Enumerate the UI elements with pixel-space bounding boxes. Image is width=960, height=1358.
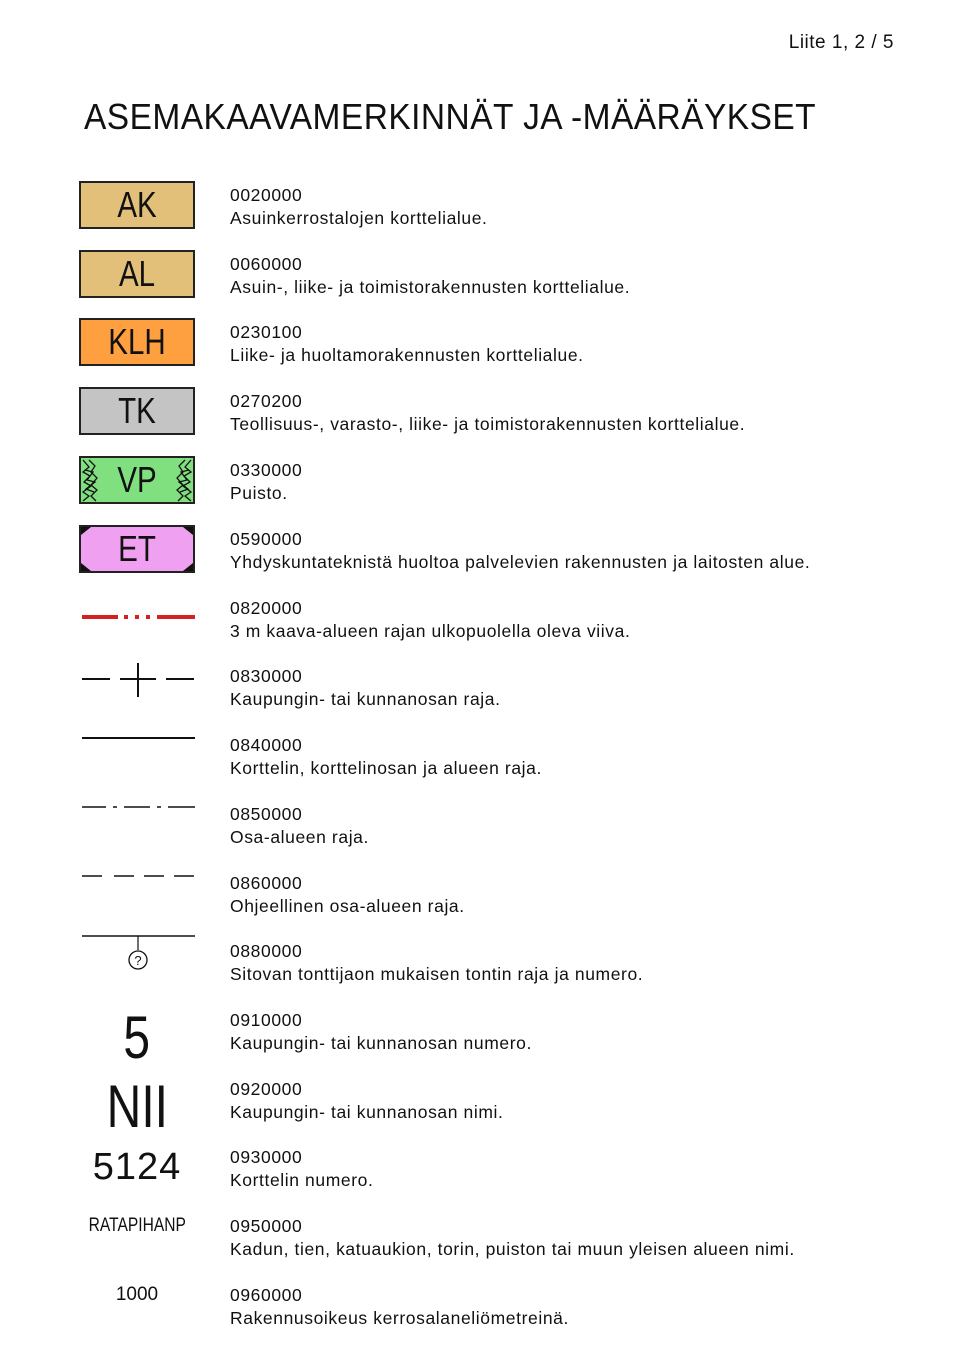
dashed-line-icon [78,850,196,900]
legend-code: 0920000 [230,1079,303,1099]
legend-code: 0930000 [230,1147,303,1167]
zone-box-et: ET [79,525,195,573]
symbol-text: 5124 [92,1145,182,1188]
legend-code: 0850000 [230,804,303,824]
legend-code: 0330000 [230,460,303,480]
zone-box-al: AL [79,250,195,298]
legend-description: Korttelin, korttelinosan ja alueen raja. [230,758,542,778]
legend-description: Rakennusoikeus kerrosalaneliömetreinä. [230,1308,569,1328]
zone-box-klh: KLH [79,318,195,366]
legend-code: 0820000 [230,598,303,618]
legend-symbol [78,180,196,230]
legend-description: Ohjeellinen osa-alueen raja. [230,896,465,916]
symbol-text: NII [106,1073,168,1140]
legend-code: 0910000 [230,1010,303,1030]
legend-code: 0880000 [230,941,303,961]
legend-description: Kaupungin- tai kunnanosan numero. [230,1033,532,1053]
solid-line-icon [78,712,196,762]
legend-symbol [78,1270,196,1320]
legend-description: Sitovan tonttijaon mukaisen tontin raja ja numero. [230,964,644,984]
legend-symbol [78,1004,196,1071]
legend-symbol [78,386,196,436]
legend-symbol [78,317,196,367]
zone-box-ak: AK [79,181,195,229]
symbol-text: 5 [123,1004,151,1071]
legend-code: 0860000 [230,873,303,893]
legend-symbol [78,524,196,574]
legend-description: Liike- ja huoltamorakennusten korttelialue. [230,345,584,365]
legend-symbol [78,661,196,711]
legend-symbol [78,249,196,299]
legend-symbol [78,1142,196,1192]
legend-description: Asuin-, liike- ja toimistorakennusten korttelialue. [230,277,631,297]
legend-symbol [78,712,196,762]
symbol-text: RATAPIHANP [88,1215,186,1236]
legend-symbol [78,850,196,900]
legend-symbol [78,593,196,643]
legend-symbol [78,1201,196,1251]
page-title: ASEMAKAAVAMERKINNÄT JA -MÄÄRÄYKSET [84,96,817,137]
legend-symbol [78,455,196,505]
legend-description: Puisto. [230,483,288,503]
legend-description: Teollisuus-, varasto-, liike- ja toimistorakennusten korttelialue. [230,414,746,434]
lot-number-label: ? [134,953,142,968]
boundary-cross-line-icon [78,661,196,711]
legend-code: 0840000 [230,735,303,755]
legend-description: Kaupungin- tai kunnanosan nimi. [230,1102,504,1122]
legend-code: 0950000 [230,1216,303,1236]
lot-boundary-number-icon [78,928,196,978]
legend-symbol [78,781,196,831]
legend-description: Osa-alueen raja. [230,827,369,847]
legend-code: 0830000 [230,666,303,686]
legend-code: 0020000 [230,185,303,205]
legend-symbol [78,1073,196,1140]
dash-dot-line-icon [78,781,196,831]
legend-symbol [78,928,196,978]
legend-code: 0270200 [230,391,303,411]
legend-code: 0960000 [230,1285,303,1305]
red-dash-dot-line-icon [78,593,196,643]
legend-description: Kaupungin- tai kunnanosan raja. [230,689,501,709]
legend-code: 0230100 [230,322,303,342]
zone-box-vp: VP [79,456,195,504]
legend-description: Yhdyskuntateknistä huoltoa palvelevien rakennusten ja laitosten alue. [230,552,811,572]
legend-code: 0590000 [230,529,303,549]
page-number: Liite 1, 2 / 5 [788,32,894,53]
legend-description: Asuinkerrostalojen korttelialue. [230,208,488,228]
legend-code: 0060000 [230,254,303,274]
legend-description: Kadun, tien, katuaukion, torin, puiston tai muun yleisen alueen nimi. [230,1239,795,1259]
legend-description: 3 m kaava-alueen rajan ulkopuolella oleva viiva. [230,621,631,641]
symbol-text: 1000 [115,1284,159,1305]
zone-box-tk: TK [79,387,195,435]
legend-description: Korttelin numero. [230,1170,374,1190]
